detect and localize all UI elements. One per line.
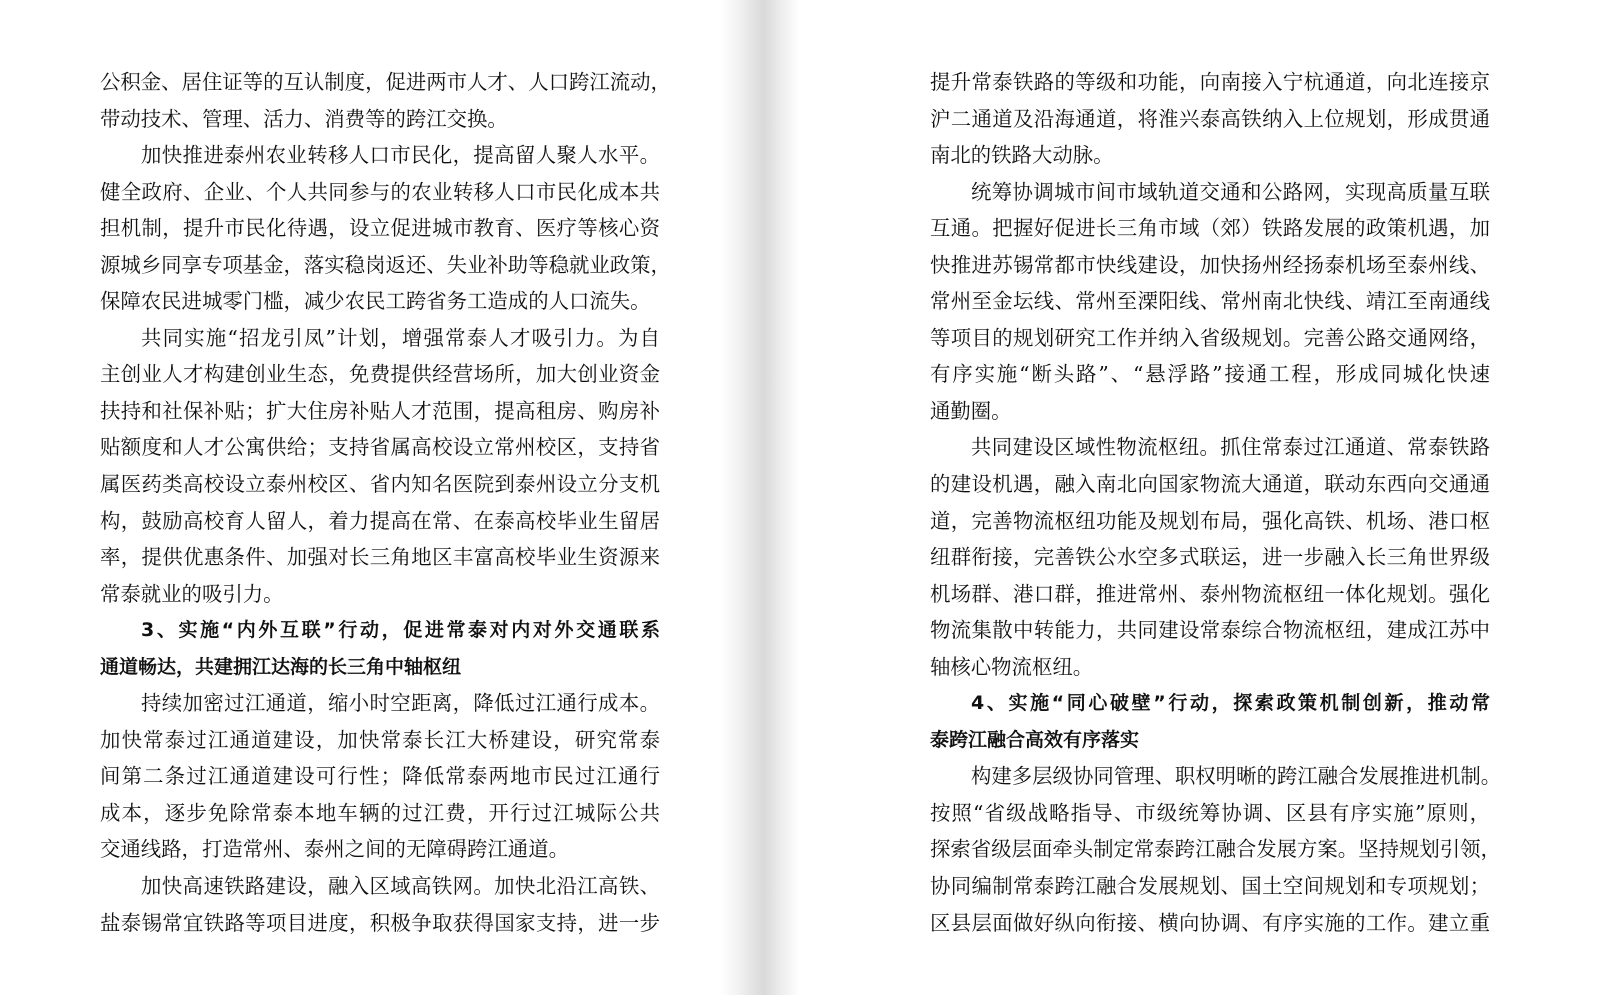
- paragraph-first-line: 加快高速铁路建设，融入区域高铁网。加快北沿江高铁、: [141, 874, 660, 899]
- text-line: 贴额度和人才公寓供给；支持省属高校设立常州校区，支持省: [100, 435, 660, 460]
- text-line: 按照“省级战略指导、市级统筹协调、区县有序实施”原则，: [930, 800, 1490, 825]
- text-line: 担机制，提升市民化待遇，设立促进城市教育、医疗等核心资: [100, 216, 660, 241]
- right-page-text: [930, 64, 1502, 941]
- text-line: 机场群、港口群，推进常州、泰州物流枢纽一体化规划。强化: [930, 581, 1490, 606]
- text-line: 等项目的规划研究工作并纳入省级规划。完善公路交通网络，: [930, 325, 1490, 350]
- text-line: 南北的铁路大动脉。: [930, 143, 1114, 168]
- text-line: 通勤圈。: [930, 398, 1012, 423]
- text-line: 属医药类高校设立泰州校区、省内知名医院到泰州设立分支机: [100, 472, 660, 497]
- paragraph-first-line: 统筹协调城市间市域轨道交通和公路网，实现高质量互联: [971, 179, 1490, 204]
- section-heading: 通道畅达，共建拥江达海的长三角中轴枢纽: [100, 655, 462, 678]
- left-page-text: [100, 64, 671, 941]
- section-heading: 泰跨江融合高效有序落实: [930, 728, 1140, 751]
- section-heading: 4、实施“同心破壁”行动，探索政策机制创新，推动常: [971, 692, 1490, 715]
- paragraph-first-line: 构建多层级协同管理、职权明晰的跨江融合发展推进机制。: [971, 764, 1502, 789]
- text-line: 带动技术、管理、活力、消费等的跨江交换。: [100, 106, 508, 131]
- text-line: 健全政府、企业、个人共同参与的农业转移人口市民化成本共: [100, 179, 660, 204]
- text-line: 交通线路，打造常州、泰州之间的无障碍跨江通道。: [100, 837, 569, 862]
- paragraph-first-line: 加快推进泰州农业转移人口市民化，提高留人聚人水平。: [141, 143, 660, 168]
- text-line: 成本，逐步免除常泰本地车辆的过江费，开行过江城际公共: [100, 800, 660, 825]
- text-line: 区县层面做好纵向衔接、横向协调、有序实施的工作。建立重: [930, 910, 1490, 935]
- text-line: 物流集散中转能力，共同建设常泰综合物流枢纽，建成江苏中: [930, 618, 1490, 643]
- text-line: 提升常泰铁路的等级和功能，向南接入宁杭通道，向北连接京: [930, 70, 1490, 94]
- text-line: 保障农民进城零门槛，减少农民工跨省务工造成的人口流失。: [100, 289, 651, 314]
- text-line: 主创业人才构建创业生态，免费提供经营场所，加大创业资金: [100, 362, 660, 387]
- text-line: 扶持和社保补贴；扩大住房补贴人才范围，提高租房、购房补: [100, 398, 660, 423]
- text-line: 沪二通道及沿海通道，将淮兴泰高铁纳入上位规划，形成贯通: [930, 106, 1490, 131]
- text-line: 公积金、居住证等的互认制度，促进两市人才、人口跨江流动，: [100, 70, 671, 94]
- page-gutter: [720, 0, 800, 995]
- text-line: 加快常泰过江通道建设，加快常泰长江大桥建设，研究常泰: [100, 727, 660, 752]
- text-line: 常泰就业的吸引力。: [100, 581, 284, 606]
- text-line: 常州至金坛线、常州至溧阳线、常州南北快线、靖江至南通线: [930, 289, 1490, 314]
- text-line: 有序实施“断头路”、“悬浮路”接通工程，形成同城化快速: [930, 362, 1490, 387]
- paragraph-first-line: 共同实施“招龙引凤”计划，增强常泰人才吸引力。为自: [141, 325, 660, 350]
- text-line: 道，完善物流枢纽功能及规划布局，强化高铁、机场、港口枢: [930, 508, 1490, 533]
- text-line: 互通。把握好促进长三角市域（郊）铁路发展的政策机遇，加: [930, 216, 1490, 241]
- paragraph-first-line: 持续加密过江通道，缩小时空距离，降低过江通行成本。: [141, 691, 660, 716]
- text-line: 的建设机遇，融入南北向国家物流大通道，联动东西向交通通: [930, 472, 1490, 497]
- text-line: 源城乡同享专项基金，落实稳岗返还、失业补助等稳就业政策，: [100, 252, 671, 277]
- text-line: 间第二条过江通道建设可行性；降低常泰两地市民过江通行: [100, 764, 660, 789]
- paragraph-first-line: 共同建设区域性物流枢纽。抓住常泰过江通道、常泰铁路: [971, 435, 1490, 460]
- text-line: 盐泰锡常宜铁路等项目进度，积极争取获得国家支持，进一步: [100, 910, 660, 935]
- text-line: 构，鼓励高校育人留人，着力提高在常、在泰高校毕业生留居: [100, 508, 660, 533]
- text-line: 纽群衔接，完善铁公水空多式联运，进一步融入长三角世界级: [930, 545, 1490, 570]
- text-line: 率，提供优惠条件、加强对长三角地区丰富高校毕业生资源来: [100, 545, 660, 570]
- text-line: 协同编制常泰跨江融合发展规划、国土空间规划和专项规划；: [930, 874, 1490, 899]
- text-line: 快推进苏锡常都市快线建设，加快扬州经扬泰机场至泰州线、: [930, 252, 1490, 277]
- text-line: 轴核心物流枢纽。: [930, 654, 1094, 679]
- text-line: 探索省级层面牵头制定常泰跨江融合发展方案。坚持规划引领，: [930, 837, 1501, 862]
- section-heading: 3、实施“内外互联”行动，促进常泰对内对外交通联系: [141, 619, 660, 642]
